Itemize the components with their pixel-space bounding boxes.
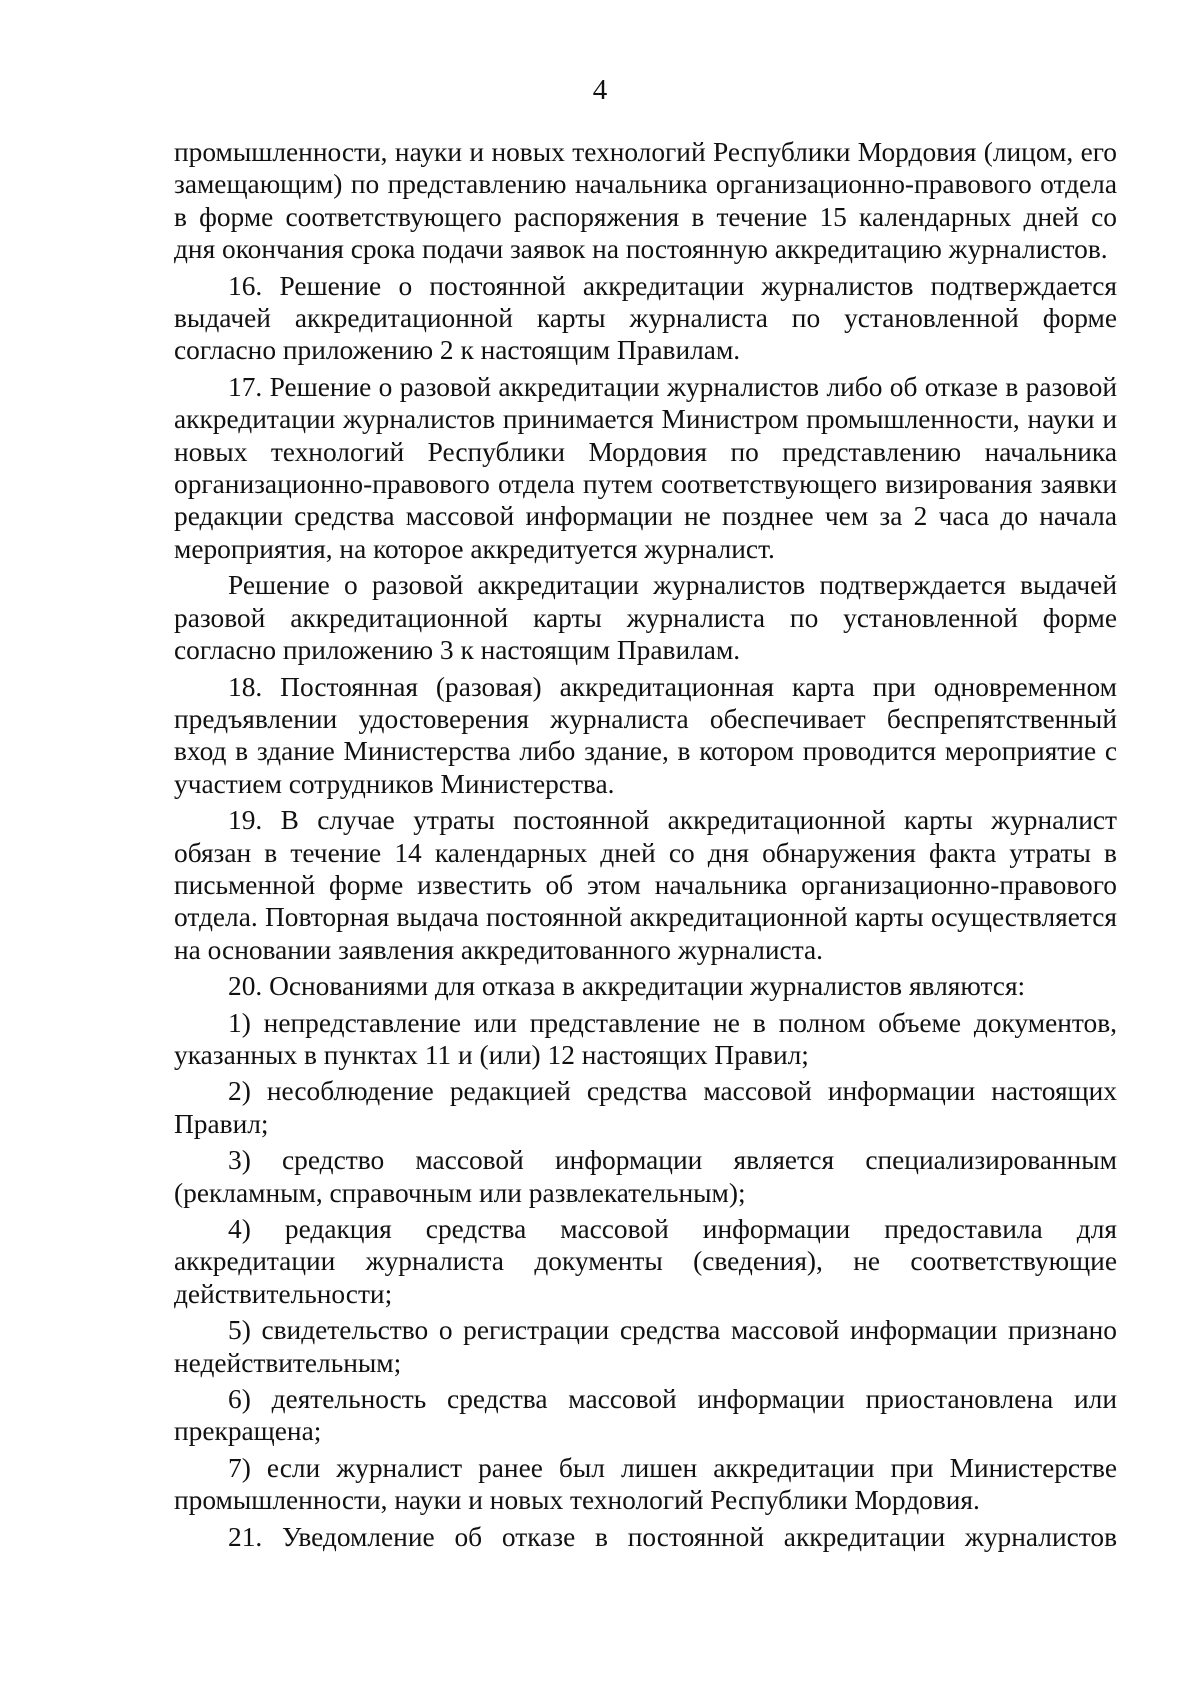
page-number: 4 [592,74,608,106]
list-item-20-2: 2) несоблюдение редакцией средства массовой информации настоящих Правил; [174,1076,1117,1139]
paragraph-16: 16. Решение о постоянной аккредитации журналистов подтверждается выдачей аккредитационной карты журналиста по установленной форме согласно приложению 2 к настоящим Правилам. [174,270,1117,366]
paragraph-18: 18. Постоянная (разовая) аккредитационная карта при одновременном предъявлении удостоверения журналиста обеспечивает беспрепятственный вход в здание Министерства либо здание, в котором проводится мероприятие с участием сотрудников Министерства. [174,671,1117,799]
list-item-20-1: 1) непредставление или представление не в полном объеме документов, указанных в пунктах 11 и (или) 12 настоящих Правил; [174,1007,1117,1070]
list-item-20-3: 3) средство массовой информации является специализированным (рекламным, справочным или развлекательным); [174,1145,1117,1208]
paragraph-17: 17. Решение о разовой аккредитации журналистов либо об отказе в разовой аккредитации журналистов принимается Министром промышленности, науки и новых технологий Республики Мордовия по представлению начальника организационно-правового отдела путем соответствующего визирования заявки редакции средства массовой информации не позднее чем за 2 часа до начала мероприятия, на которое аккредитуется журналист. [174,371,1117,564]
list-item-20-7: 7) если журналист ранее был лишен аккредитации при Министерстве промышленности, науки и новых технологий Республики Мордовия. [174,1452,1117,1516]
document-body [174,136,1117,1557]
paragraph-19: 19. В случае утраты постоянной аккредитационной карты журналист обязан в течение 14 календарных дней со дня обнаружения факта утраты в письменной форме известить об этом начальника организационно-правового отдела. Повторная выдача постоянной аккредитационной карты осуществляется на основании заявления аккредитованного журналиста. [174,805,1117,965]
list-item-20-5: 5) свидетельство о регистрации средства массовой информации признано недействительным; [174,1315,1117,1378]
list-item-20-6: 6) деятельность средства массовой информации приостановлена или прекращена; [174,1384,1117,1447]
paragraph-21: 21. Уведомление об отказе в постоянной аккредитации журналистов [228,1521,1117,1552]
paragraph-20: 20. Основаниями для отказа в аккредитации журналистов являются: [228,971,1026,1002]
paragraph-17-second: Решение о разовой аккредитации журналистов подтверждается выдачей разовой аккредитационной карты журналиста по установленной форме согласно приложению 3 к настоящим Правилам. [174,570,1117,666]
paragraph-continuation: промышленности, науки и новых технологий Республики Мордовия (лицом, его замещающим) по представлению начальника организационно-правового отдела в форме соответствующего распоряжения в течение 15 календарных дней со дня окончания срока подачи заявок на постоянную аккредитацию журналистов. [174,137,1117,265]
list-item-20-4: 4) редакция средства массовой информации предоставила для аккредитации журналиста документы (сведения), не соответствующие действительности; [174,1214,1117,1309]
